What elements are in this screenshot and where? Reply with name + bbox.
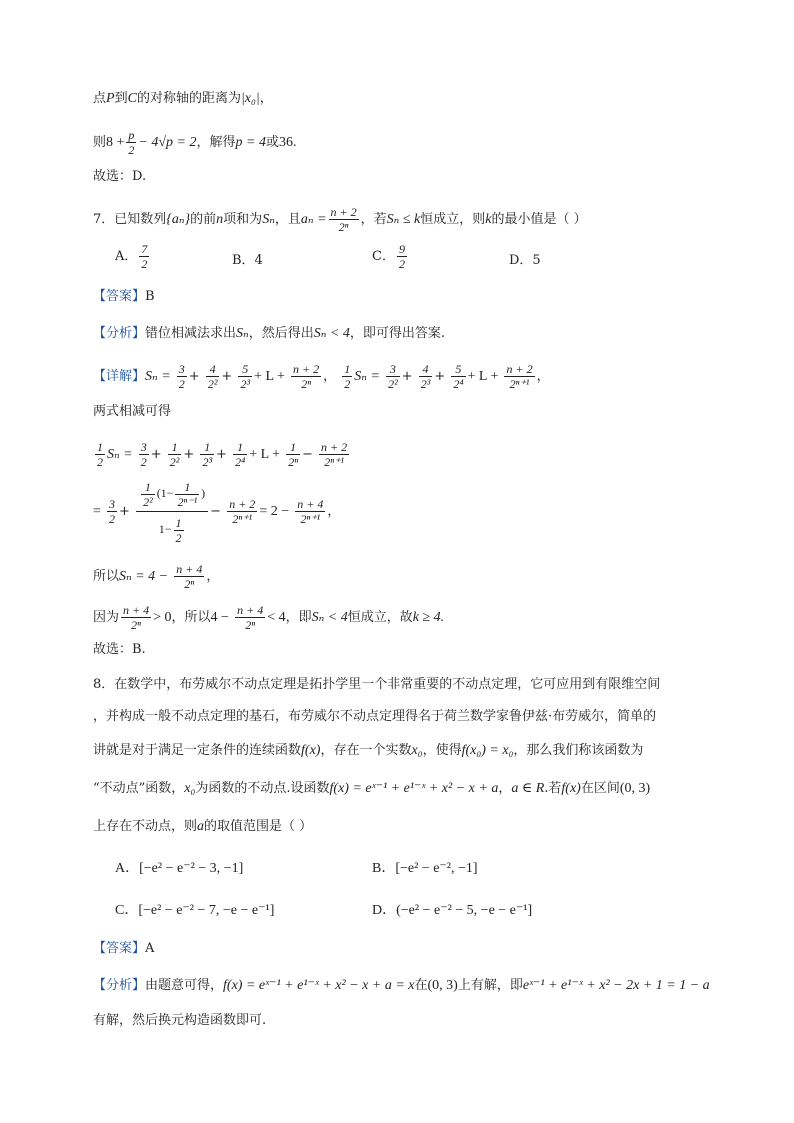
text: ， — [327, 503, 341, 519]
numerator: 3 — [140, 440, 147, 454]
text: ， — [259, 91, 273, 106]
answer-choice-line: 故选：D. — [93, 169, 147, 184]
math: + L + — [467, 369, 499, 384]
fraction — [141, 480, 155, 509]
text-line-distance — [93, 90, 273, 108]
because-line — [93, 603, 444, 632]
math: > 0 — [153, 610, 172, 625]
math: Sₙ = — [354, 369, 380, 384]
text: 则 — [93, 135, 107, 150]
denominator: 2 — [398, 257, 405, 271]
fraction — [451, 362, 465, 391]
math: 36. — [278, 135, 297, 150]
text: 的前 — [190, 212, 217, 227]
math: + L + — [254, 369, 285, 384]
numerator: p — [128, 128, 135, 142]
text: 7．已知数列 — [93, 212, 167, 227]
fraction — [295, 497, 325, 526]
math: ) — [201, 486, 206, 500]
numerator: 1 — [168, 440, 182, 455]
text: 点 — [93, 91, 107, 106]
math: < 4 — [267, 610, 286, 625]
math: = 2 − — [259, 503, 290, 519]
denominator: 2ⁿ — [184, 577, 195, 591]
text: ，存在一个实数 — [320, 743, 412, 758]
fraction — [286, 440, 300, 469]
numerator: n + 4 — [123, 603, 150, 617]
numerator: 1 — [97, 440, 103, 454]
analysis-line — [93, 977, 710, 995]
numerator: n + 2 — [506, 362, 533, 376]
fraction — [342, 362, 352, 391]
numerator: 1 — [175, 480, 199, 495]
text: 由题意可得， — [145, 978, 224, 993]
analysis-line — [93, 325, 445, 343]
denominator: 2ⁿ — [245, 618, 256, 632]
fraction — [175, 480, 199, 509]
numerator: 1 — [141, 480, 155, 495]
text: ，解得 — [196, 135, 236, 150]
math: = — [93, 503, 101, 519]
derivation-line-2: = $\frac{3}{2}$ + $\frac{1}{\text{2²}}$ (1− $\frac{1}{\text{2ⁿ⁻¹}}$ ) 1− $\frac{1}{2}$ − $\frac{n + 2}{\text{2ⁿ⁺¹}}$ = 2 − $\frac{n + 4}{\text{2ⁿ⁺¹}}$ ， — [93, 479, 341, 545]
math: Sₙ < 4 — [311, 610, 348, 625]
denominator: 2ⁿ⁺¹ — [324, 455, 344, 469]
fraction — [200, 440, 214, 469]
denominator: 2² — [169, 455, 180, 469]
numerator: 3 — [386, 362, 400, 377]
numerator: 9 — [398, 242, 405, 256]
fraction — [168, 440, 182, 469]
denominator: 2³ — [202, 455, 213, 469]
fraction — [291, 362, 321, 391]
answer-value: A — [145, 941, 155, 956]
fraction-p-over-2 — [126, 128, 136, 157]
numerator: 1 — [286, 440, 300, 455]
math: aₙ = — [300, 212, 327, 227]
text: 的取值范围是（ ） — [204, 819, 313, 834]
math: {aₙ} — [166, 212, 191, 227]
answer-line — [93, 288, 155, 306]
text: 项和为 — [223, 212, 263, 227]
math: x₀ — [184, 781, 196, 796]
question-8-line-3 — [93, 742, 643, 760]
denominator: 2ⁿ⁺¹ — [509, 377, 530, 391]
numerator: 1 — [200, 440, 214, 455]
denominator: 2ⁿ — [301, 377, 311, 391]
math: + L + — [249, 447, 281, 462]
text: ， — [206, 569, 220, 584]
fraction — [139, 440, 149, 469]
text: 恒成立，则 — [420, 212, 486, 227]
math-c: C — [127, 91, 137, 106]
text: ，即 — [285, 610, 312, 625]
numerator: 1 — [344, 362, 351, 376]
denominator: 2 — [178, 377, 185, 391]
denominator: 2³ — [240, 377, 251, 391]
denominator: 2² — [143, 494, 153, 509]
text: ，且 — [274, 212, 301, 227]
fraction — [107, 497, 117, 526]
text: 讲就是对于满足一定条件的连续函数 — [93, 743, 302, 758]
numerator: n + 2 — [330, 205, 357, 219]
math: a — [197, 819, 205, 834]
answer-choice-line: 故选：B. — [93, 642, 146, 657]
math: a ∈ R — [511, 781, 545, 796]
math: (0, 3) — [427, 978, 458, 993]
math: 4 − — [210, 610, 229, 625]
denominator: 2ⁿ — [338, 220, 349, 234]
numerator: 1 — [233, 440, 247, 455]
fraction — [235, 603, 265, 632]
fraction — [386, 362, 400, 391]
numerator: 3 — [178, 362, 185, 376]
fraction — [206, 362, 220, 391]
math: f(x) = eˣ⁻¹ + e¹⁻ˣ + x² − x + a = x — [223, 978, 415, 993]
option-c[interactable]: C．[−e² − e⁻² − 7, −e − e⁻¹] — [115, 903, 275, 918]
text: ，所以 — [171, 610, 211, 625]
math: x₀ — [411, 743, 423, 758]
detail-line: 【详解】Sₙ = $\frac{3}{2}$ + $\frac{4}{\text{2²}}$ + $\frac{5}{\text{2³}}$ + L + $\frac{n + 2}{\text{2ⁿ}}$ ， $\frac{1}{2}$ Sₙ = $\frac{3}{\text{2²}}$ + $\frac{4}{\text{2³}}$ + $\frac{5}{\text{2⁴}}$ + L + $\frac{n + 2}{\text{2ⁿ⁺¹}}$ ， — [93, 362, 550, 391]
fraction — [397, 242, 407, 271]
math: − 4√p = 2 — [138, 135, 197, 150]
math: (1− — [156, 486, 174, 500]
fraction — [233, 440, 247, 469]
math: f(x) — [561, 781, 581, 796]
detail-tag: 【详解】 — [93, 369, 146, 384]
option-a[interactable] — [115, 242, 151, 271]
numerator: n + 4 — [297, 496, 324, 511]
fraction — [174, 516, 184, 545]
text: ，即可得出答案. — [349, 326, 445, 341]
math: eˣ⁻¹ + e¹⁻ˣ + x² − 2x + 1 = 1 − a — [522, 978, 710, 993]
text: ，那么我们称该函数为 — [513, 743, 644, 758]
fraction — [319, 440, 349, 469]
math: Sₙ = 4 − — [119, 569, 169, 584]
text: ，使得 — [422, 743, 462, 758]
text: .若 — [544, 781, 562, 796]
math: f(x₀) = x₀ — [461, 743, 514, 758]
fraction — [419, 362, 433, 391]
denominator: 2ⁿ — [288, 455, 298, 469]
math: k ≥ 4. — [412, 610, 445, 625]
derivation-line-1: $\frac{1}{2}$ Sₙ = $\frac{3}{2}$ + $\frac{1}{\text{2²}}$ + $\frac{1}{\text{2³}}$ + $\frac{1}{\text{2⁴}}$ + L + $\frac{1}{\text{2ⁿ}}$ − $\frac{n + 2}{\text{2ⁿ⁺¹}}$ — [97, 440, 348, 469]
fraction — [227, 497, 257, 526]
answer-line — [93, 940, 154, 958]
text: 因为 — [93, 610, 120, 625]
text: ， — [536, 369, 550, 384]
denominator: 2 — [97, 455, 103, 469]
option-c[interactable] — [372, 242, 409, 271]
text: 在 — [414, 978, 428, 993]
text-line-equation — [93, 128, 296, 157]
question-8-line-2: ，并构成一般不动点定理的基石，布劳威尔不动点定理得名于荷兰数学家鲁伊兹·布劳威尔，简单的 — [93, 709, 657, 724]
numerator: n + 4 — [176, 562, 203, 576]
math: 1− — [158, 521, 172, 536]
fraction — [95, 440, 105, 469]
math: 8 + — [106, 135, 125, 150]
denominator: 2ⁿ⁻¹ — [177, 494, 198, 509]
text: 在区间 — [580, 781, 620, 796]
text: 的对称轴的距离为 — [136, 91, 241, 106]
math: f(x) — [301, 743, 321, 758]
denominator: 2² — [207, 377, 218, 391]
compound-denominator — [136, 512, 208, 545]
numerator: 4 — [206, 362, 220, 377]
numerator: n + 2 — [293, 362, 320, 376]
math: Sₙ — [262, 212, 275, 227]
denominator: 2³ — [420, 377, 431, 391]
math: Sₙ ≤ k — [386, 212, 421, 227]
math: (0, 3) — [619, 781, 651, 796]
math-abs-x0: |x₀| — [240, 91, 260, 106]
text: 所以 — [93, 569, 120, 584]
denominator: 2 — [109, 511, 116, 526]
text: ，然后得出 — [248, 326, 314, 341]
text: ， — [498, 781, 512, 796]
numerator: n + 2 — [321, 440, 348, 454]
analysis-line-2: 有解，然后换元构造函数即可. — [93, 1013, 267, 1028]
numerator: 7 — [141, 242, 148, 256]
math-p: P — [106, 91, 115, 106]
math: Sₙ = — [107, 447, 133, 462]
math: Sₙ < 4 — [313, 326, 350, 341]
denominator: 2⁴ — [235, 455, 246, 469]
fraction — [121, 603, 151, 632]
numerator: 5 — [451, 362, 465, 377]
fraction — [238, 362, 252, 391]
answer-tag: 【答案】 — [93, 289, 146, 304]
fraction — [139, 242, 149, 271]
analysis-tag: 【分析】 — [93, 978, 146, 993]
analysis-tag: 【分析】 — [93, 326, 146, 341]
numerator: 3 — [109, 496, 116, 511]
fraction — [329, 205, 359, 234]
denominator: 2⁴ — [453, 377, 464, 391]
option-label: A． — [115, 249, 138, 264]
text: 上有解，即 — [457, 978, 523, 993]
option-label: C． — [372, 249, 395, 264]
math: p = 4 — [235, 135, 266, 150]
answer-tag: 【答案】 — [93, 941, 146, 956]
math: k — [485, 212, 492, 227]
compound-fraction — [136, 478, 208, 545]
subtract-line: 两式相减可得 — [93, 404, 172, 419]
option-d[interactable]: D．5 — [509, 253, 541, 268]
numerator: n + 4 — [237, 603, 264, 617]
denominator: 2 — [128, 143, 135, 157]
question-8-line-5 — [93, 818, 312, 836]
fraction — [174, 562, 204, 591]
denominator: 2 — [175, 530, 182, 545]
text: ， — [323, 369, 337, 384]
question-7 — [93, 205, 587, 234]
answer-value: B — [145, 289, 155, 304]
numerator: 5 — [238, 362, 252, 377]
math: Sₙ — [236, 326, 249, 341]
text: 到 — [114, 91, 128, 106]
compound-numerator — [136, 478, 208, 512]
option-b[interactable]: B．[−e² − e⁻², −1] — [372, 861, 478, 876]
question-8-line-1: 8．在数学中，布劳威尔不动点定理是拓扑学里一个非常重要的不动点定理，它可应用到有限维空间 — [93, 677, 661, 692]
denominator: 2 — [141, 257, 148, 271]
text: 上存在不动点，则 — [93, 819, 198, 834]
denominator: 2ⁿ⁺¹ — [300, 511, 321, 526]
text: 为函数的不动点.设函数 — [195, 781, 330, 796]
text: “不动点”函数， — [93, 781, 185, 796]
denominator: 2 — [344, 377, 351, 391]
math: Sₙ = — [145, 369, 171, 384]
text: 错位相减法求出 — [145, 326, 237, 341]
denominator: 2ⁿ⁺¹ — [232, 511, 253, 526]
math: f(x) = eˣ⁻¹ + e¹⁻ˣ + x² − x + a — [329, 781, 499, 796]
option-b[interactable]: B．4 — [232, 253, 263, 268]
denominator: 2² — [388, 377, 398, 391]
numerator: 4 — [419, 362, 433, 377]
fraction — [177, 362, 187, 391]
option-a[interactable]: A．[−e² − e⁻² − 3, −1] — [115, 861, 244, 876]
option-d[interactable]: D．(−e² − e⁻² − 5, −e − e⁻¹] — [372, 903, 533, 918]
denominator: 2ⁿ — [131, 618, 141, 632]
text: ，若 — [360, 212, 387, 227]
text: 的最小值是（ ） — [491, 212, 587, 227]
text: 或 — [265, 135, 279, 150]
text: 恒成立，故 — [347, 610, 413, 625]
question-8-line-4 — [93, 780, 650, 798]
denominator: 2 — [140, 455, 147, 469]
conclusion-line — [93, 562, 219, 591]
numerator: 1 — [175, 515, 182, 530]
numerator: n + 2 — [229, 496, 256, 511]
math: n — [216, 212, 224, 227]
fraction — [504, 362, 534, 391]
